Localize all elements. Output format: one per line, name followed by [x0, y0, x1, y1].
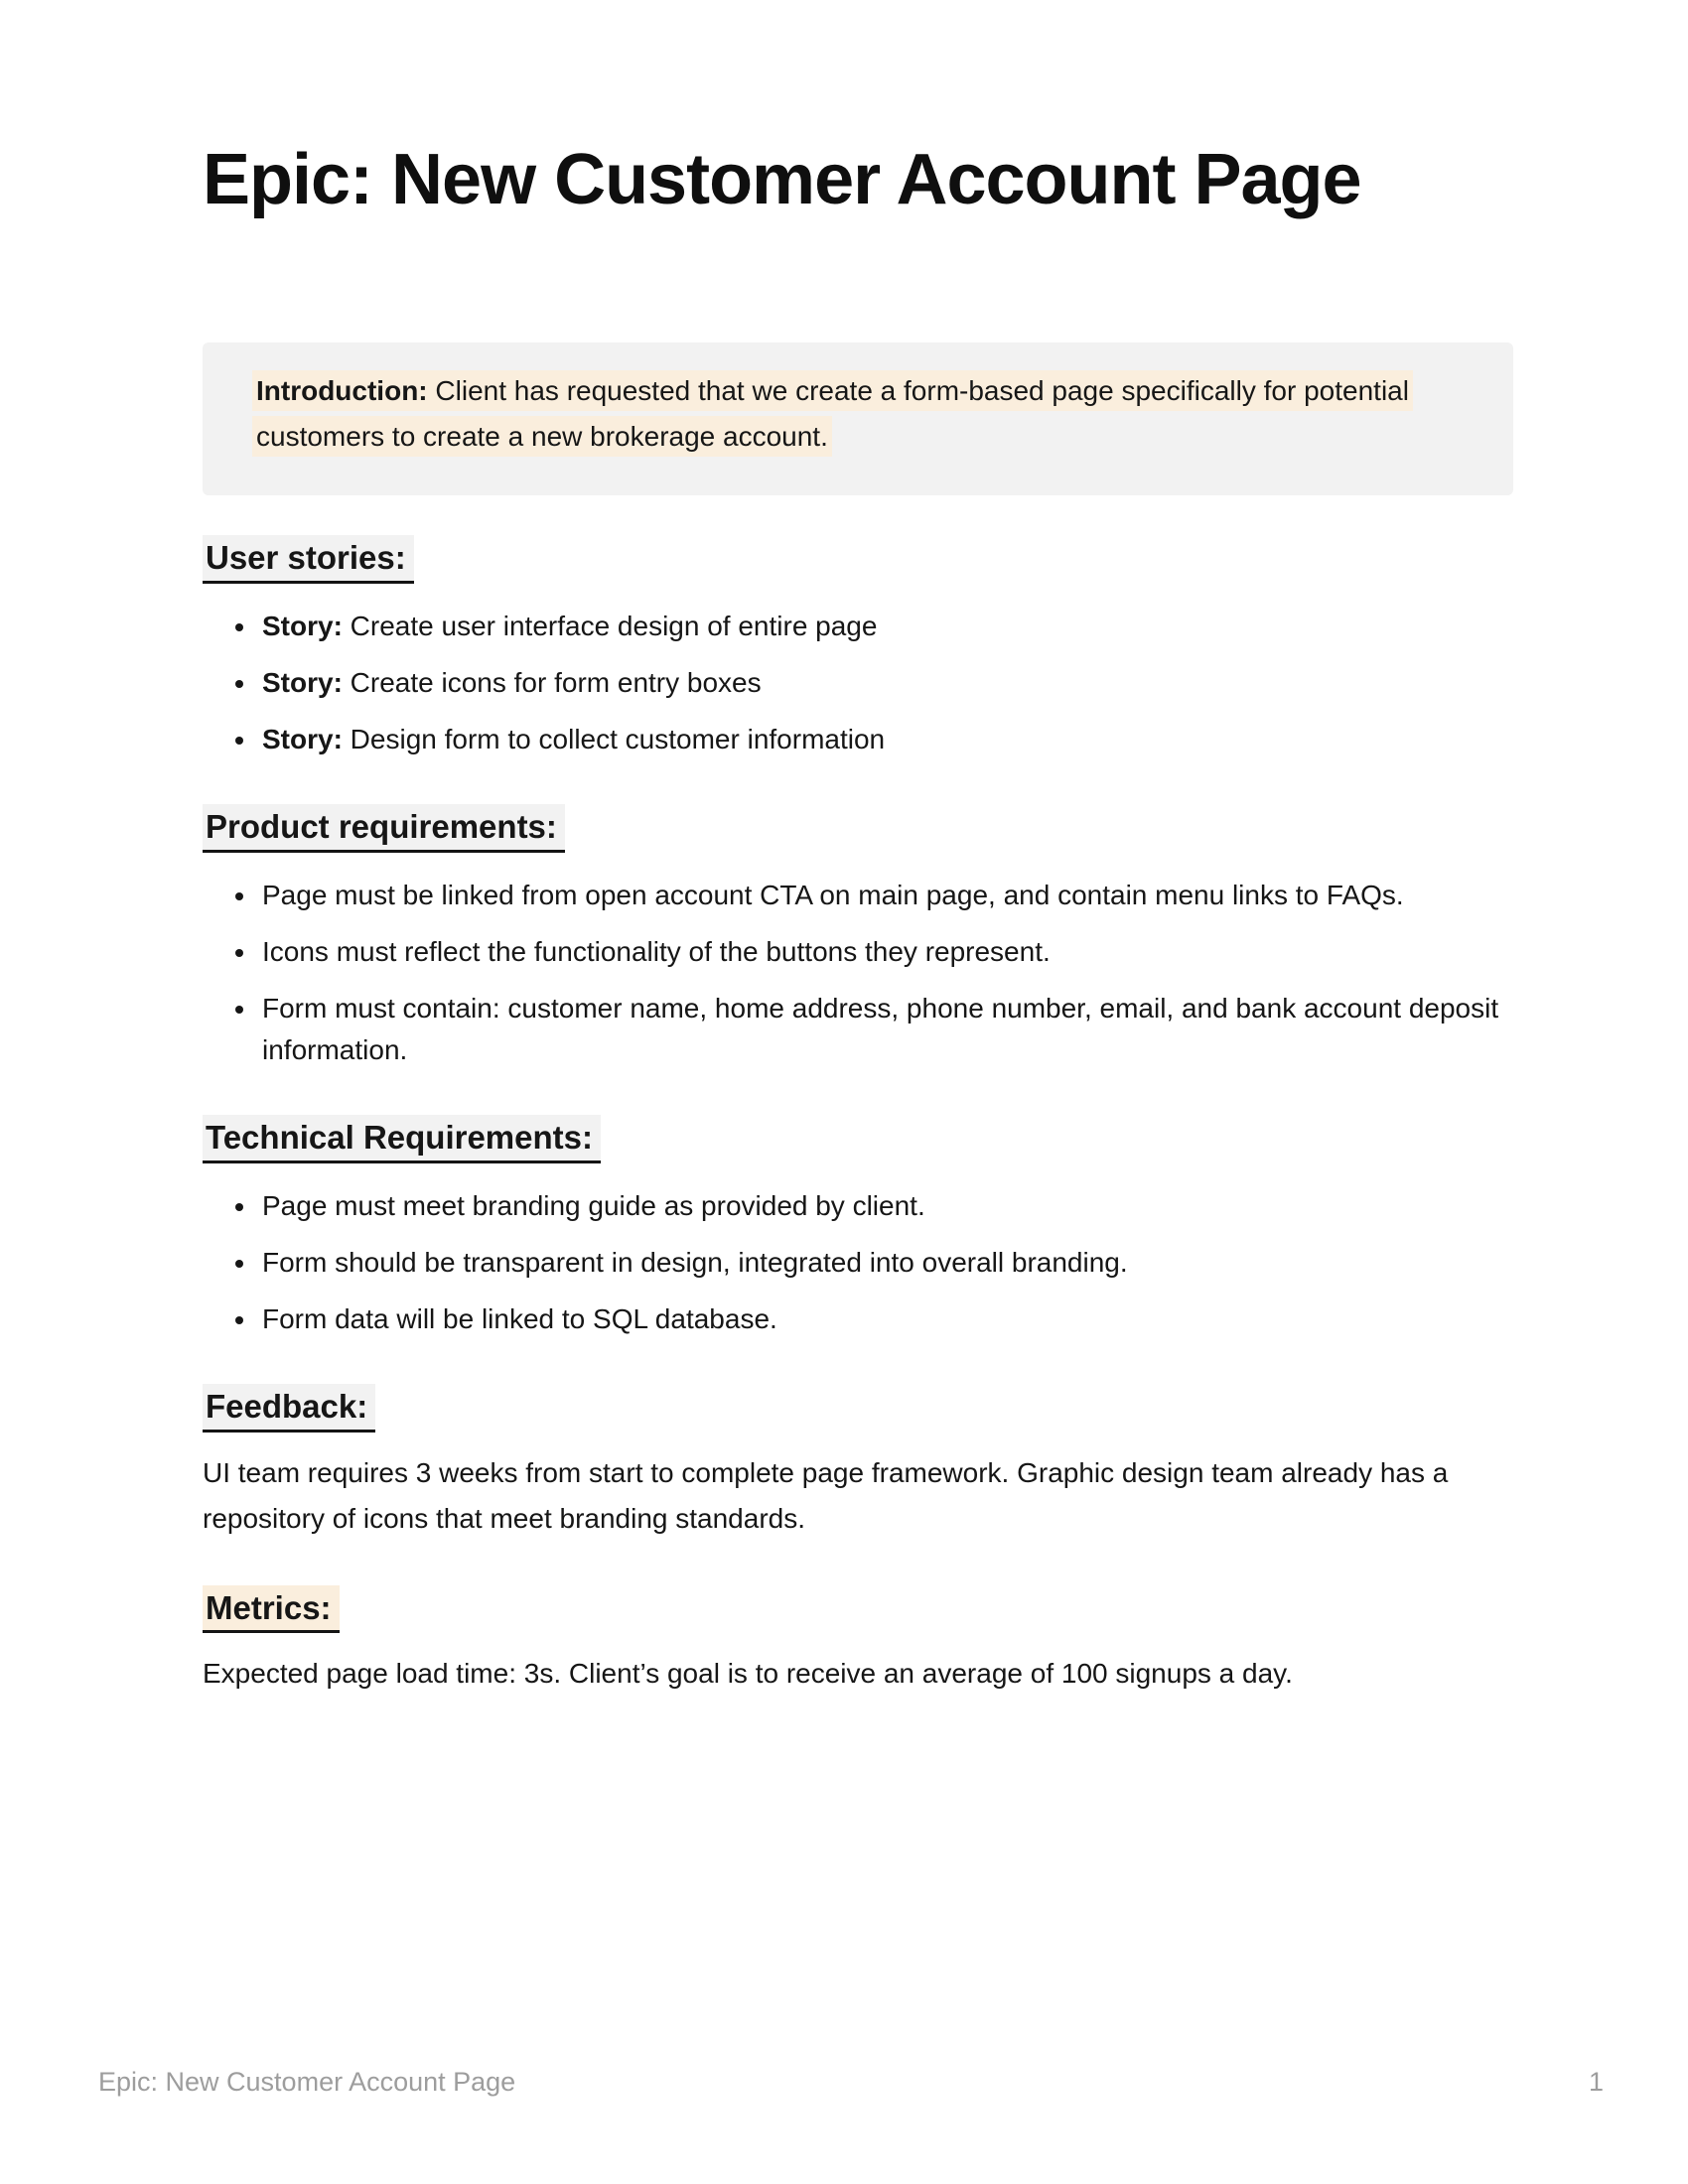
list-item: [258, 606, 1513, 647]
footer-page-number: 1: [1588, 2067, 1604, 2097]
section-heading-user-stories: User stories:: [203, 535, 1513, 584]
story-text: Create user interface design of entire page: [342, 610, 878, 641]
user-stories-list: [203, 606, 1513, 760]
technical-requirements-list: [203, 1185, 1513, 1340]
list-item: • Form must contain: customer name, home address, phone number, email, and bank account deposit information.: [258, 988, 1513, 1071]
section-heading-product-requirements: Product requirements:: [203, 804, 1513, 853]
story-lead: Story:: [262, 610, 343, 641]
list-item: [258, 662, 1513, 704]
page-title: Epic: New Customer Account Page: [203, 140, 1361, 219]
list-item: • Icons must reflect the functionality of the buttons they represent.: [258, 931, 1513, 973]
feedback-paragraph: UI team requires 3 weeks from start to complete page framework. Graphic design team already has a repository of icons that meet branding standards.: [203, 1456, 1449, 1534]
section-heading-metrics: Metrics:: [203, 1585, 1513, 1634]
story-text: Create icons for form entry boxes: [342, 666, 762, 698]
section-heading-feedback: Feedback:: [203, 1384, 1513, 1433]
document-content: [203, 0, 1513, 1697]
product-requirements-list: [203, 875, 1513, 1071]
story-text: Design form to collect customer information: [342, 723, 886, 754]
story-lead: Story:: [262, 666, 343, 698]
introduction-paragraph: [252, 368, 1464, 460]
introduction-box: [203, 342, 1513, 495]
introduction-text: Client has requested that we create a form-based page specifically for potential customers to create a new brokerage account.: [256, 374, 1409, 452]
footer-document-title: Epic: New Customer Account Page: [98, 2067, 516, 2097]
list-item: • Form should be transparent in design, integrated into overall branding.: [258, 1242, 1513, 1284]
list-item: • Form data will be linked to SQL database.: [258, 1298, 1513, 1340]
list-item: • Page must be linked from open account CTA on main page, and contain menu links to FAQs.: [258, 875, 1513, 916]
list-item: • Page must meet branding guide as provided by client.: [258, 1185, 1513, 1227]
metrics-paragraph: Expected page load time: 3s. Client’s goal is to receive an average of 100 signups a day.: [203, 1658, 1293, 1690]
list-item: [258, 719, 1513, 760]
section-heading-technical-requirements: Technical Requirements:: [203, 1115, 1513, 1163]
introduction-highlight: [252, 370, 1413, 457]
story-lead: Story:: [262, 723, 343, 754]
introduction-label: Introduction:: [256, 374, 428, 406]
